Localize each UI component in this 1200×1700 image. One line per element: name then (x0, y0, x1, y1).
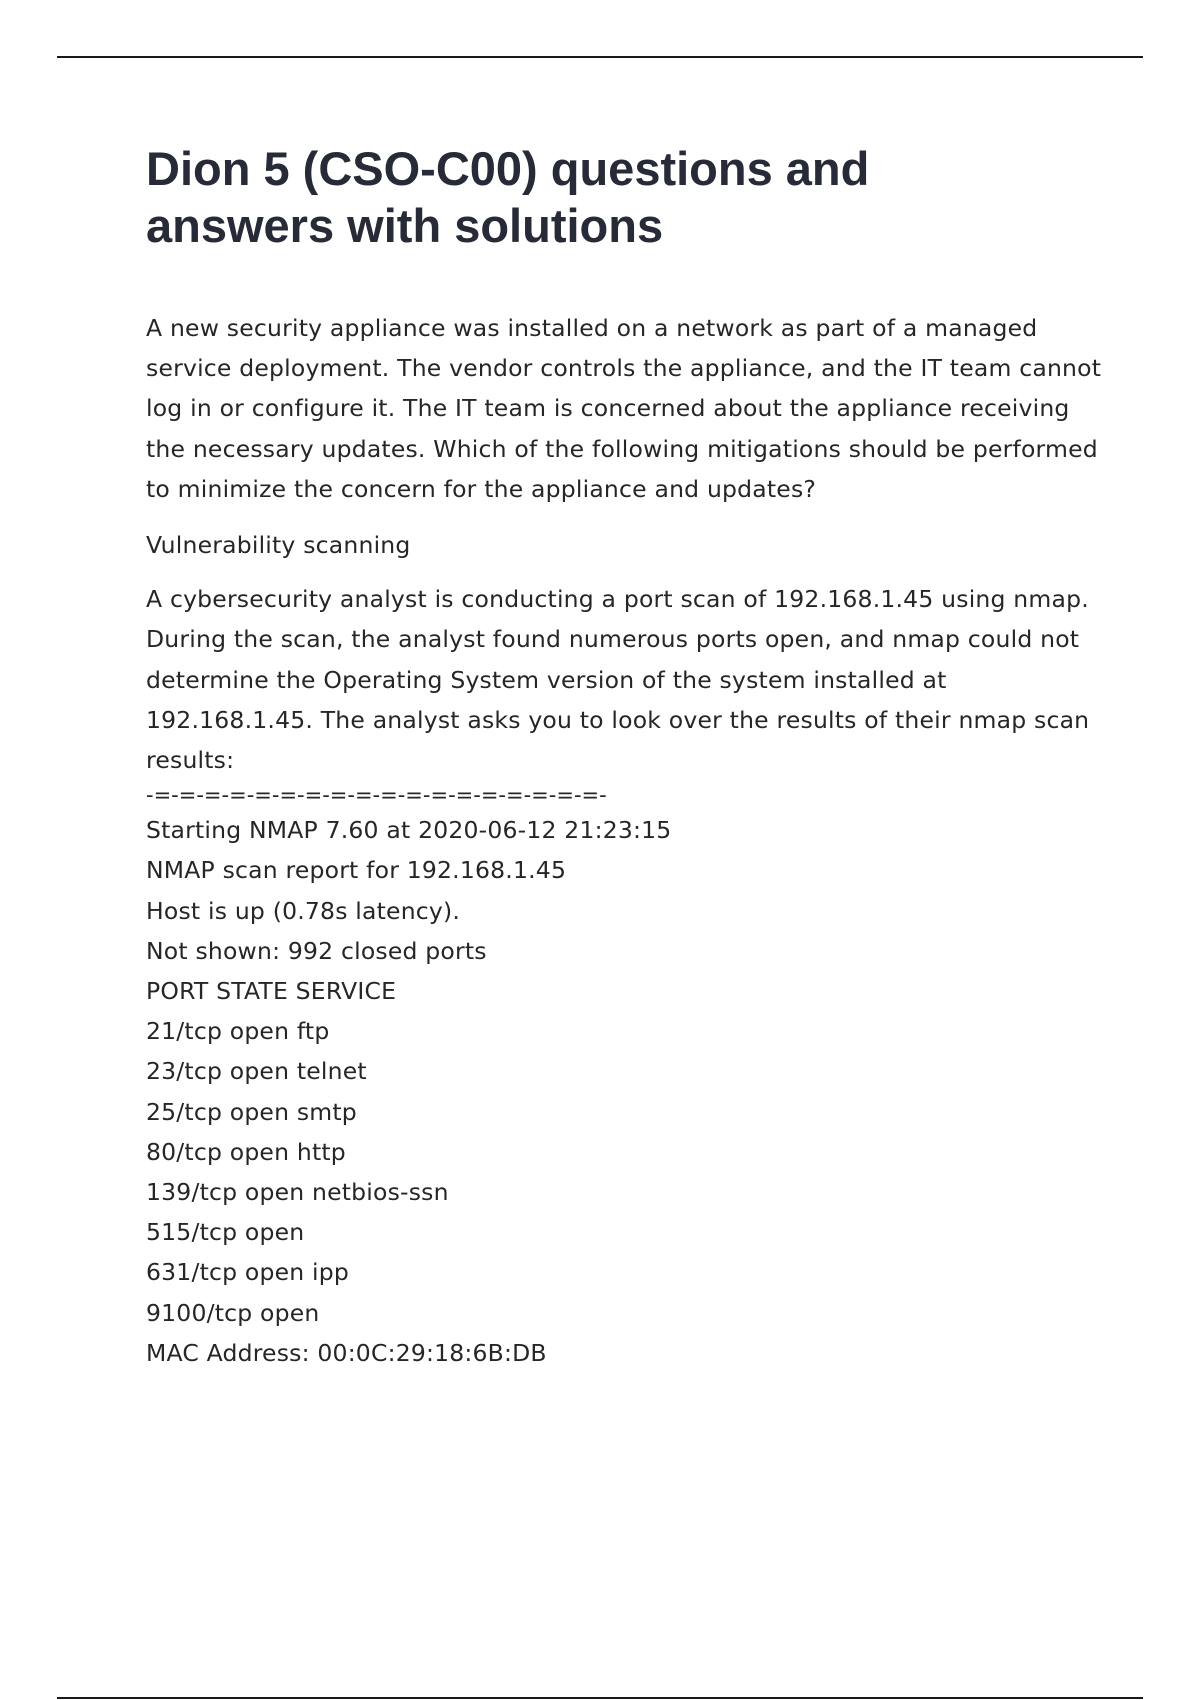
nmap-line: 631/tcp open ipp (146, 1258, 349, 1287)
nmap-line: 139/tcp open netbios-ssn (146, 1178, 449, 1207)
nmap-line: 9100/tcp open (146, 1298, 320, 1327)
answer-1-text: Vulnerability scanning (146, 531, 411, 560)
document-title: Dion 5 (CSO-C00) questions and answers with solutions (146, 142, 870, 252)
nmap-line: NMAP scan report for 192.168.1.45 (146, 856, 567, 885)
nmap-line: 21/tcp open ftp (146, 1017, 330, 1046)
question-1-text: A new security appliance was installed on a network as part of a managed service deployment. The vendor controls the appliance, and the IT team cannot log in or configure it. The IT team is concerned about the appliance receiving the necessary updates. Which of the following mitigations should be performed to minimize the concern for the appliance and updates? (146, 314, 1102, 503)
top-divider (57, 56, 1143, 58)
nmap-line: 23/tcp open telnet (146, 1057, 367, 1086)
page-content (146, 140, 1106, 1373)
nmap-line: 515/tcp open (146, 1218, 305, 1247)
nmap-line: MAC Address: 00:0C:29:18:6B:DB (146, 1338, 547, 1367)
bottom-divider (57, 1697, 1143, 1699)
question-2-text: A cybersecurity analyst is conducting a port scan of 192.168.1.45 using nmap. During the scan, the analyst found numerous ports open, and nmap could not determine the Operating System version of the system installed at 192.168.1.45. The analyst asks you to look over the results of their nmap scan results: (146, 585, 1090, 775)
nmap-line: Not shown: 992 closed ports (146, 936, 487, 965)
nmap-line: Starting NMAP 7.60 at 2020-06-12 21:23:15 (146, 816, 672, 845)
nmap-line: Host is up (0.78s latency). (146, 896, 461, 925)
nmap-line: 80/tcp open http (146, 1137, 346, 1166)
nmap-line: 25/tcp open smtp (146, 1097, 357, 1126)
separator-line: -=-=-=-=-=-=-=-=-=-=-=-=-=-=-=-=-=-=- (146, 783, 607, 808)
nmap-output (146, 780, 1106, 1373)
nmap-line: PORT STATE SERVICE (146, 977, 397, 1006)
